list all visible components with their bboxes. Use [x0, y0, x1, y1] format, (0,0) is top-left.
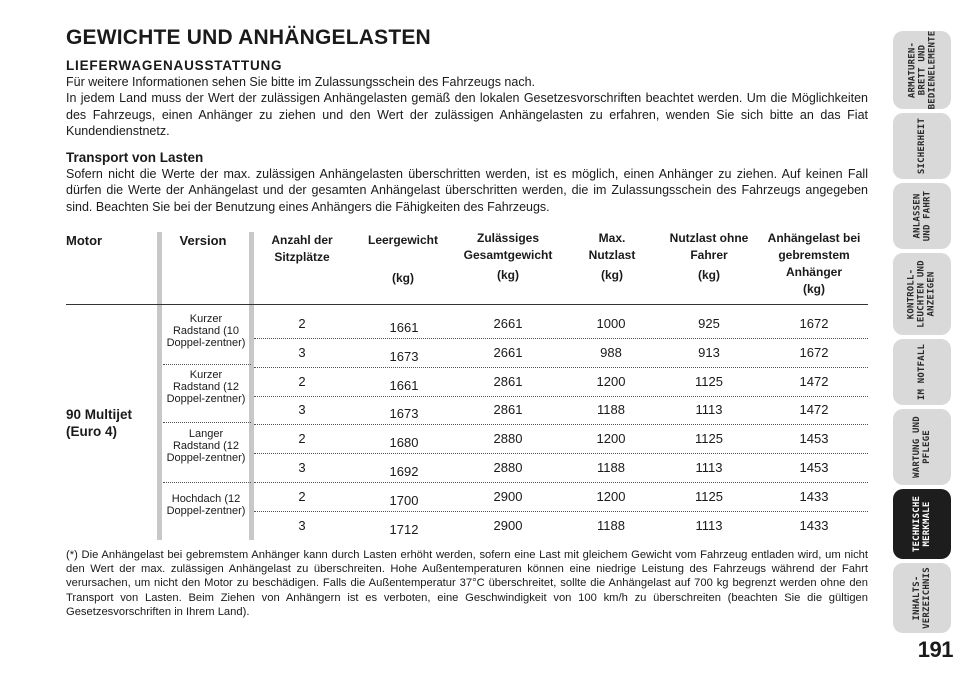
cell-gross: 2880 — [493, 460, 523, 475]
tab-label: SICHERHEIT — [917, 117, 927, 175]
section-title: LIEFERWAGENAUSSTATTUNG — [66, 58, 283, 73]
table-rule — [254, 511, 868, 512]
unit-label: (kg) — [497, 268, 519, 282]
intro-paragraph: In jedem Land muss der Wert der zulässigen Anhängelasten gemäß den lokalen Gesetzesvorschriften beachtet werden. Um die Möglichkeiten des Fahrzeugs, einen Anhänger zu ziehen und den Wert der zulässigen Anhängelasten zu erfahren, wenden Sie sich bitte an das Fiat Kundendienstnetz. — [66, 91, 868, 138]
table-header-rule — [66, 304, 868, 305]
cell-gross: 2900 — [493, 518, 523, 533]
cell-payload: 1113 — [695, 402, 723, 417]
cell-seats: 3 — [298, 402, 306, 417]
intro-paragraph: Für weitere Informationen sehen Sie bitte im Zulassungsschein des Fahrzeugs nach. — [66, 75, 535, 90]
tab-label: WARTUNG UND PFLEGE — [912, 416, 932, 478]
page-number: 191 — [917, 637, 953, 662]
table-rule — [163, 482, 251, 483]
cell-payload: 1113 — [695, 518, 723, 533]
version-cell: Kurzer Radstand (10 Doppel-zentner) — [166, 313, 246, 349]
tab-index[interactable] — [893, 563, 951, 633]
tab-label: ANLASSEN UND FAHRT — [911, 190, 932, 242]
table-rule — [254, 453, 868, 454]
cell-gross: 2861 — [493, 374, 523, 389]
cell-empty: 1661 — [389, 378, 419, 393]
cell-max_payload: 1188 — [597, 402, 625, 417]
cell-trailer: 1672 — [799, 345, 829, 360]
unit-label: (kg) — [601, 268, 623, 282]
transport-paragraph: Sofern nicht die Werte der max. zulässigen Anhängelasten überschritten werden, ist es möglich, einen Anhänger zu ziehen. Auf keinen Fall dürfen die Werte der Anhängelast und der gesamten Anhängelast überschritten werden, die im Zulassungsschein des Fahrzeugs angegeben sind. Beachten Sie bei der Benutzung eines Anhängers die Fähigkeiten des Fahrzeugs. — [66, 167, 868, 214]
unit-label: (kg) — [803, 282, 825, 296]
cell-trailer: 1672 — [799, 316, 829, 331]
cell-seats: 2 — [298, 316, 306, 331]
cell-max_payload: 988 — [600, 345, 622, 360]
table-divider — [157, 232, 162, 540]
tab-technical-data[interactable] — [893, 489, 951, 559]
header-payload-no-driver: Nutzlast ohne Fahrer (kg) — [662, 230, 756, 284]
cell-payload: 1125 — [695, 489, 723, 504]
cell-max_payload: 1200 — [596, 489, 626, 504]
tab-safety[interactable] — [893, 113, 951, 179]
cell-max_payload: 1188 — [597, 518, 625, 533]
cell-trailer: 1472 — [799, 374, 829, 389]
table-rule — [163, 422, 251, 423]
cell-empty: 1712 — [389, 522, 419, 537]
tab-controls[interactable] — [893, 31, 951, 109]
table-rule — [254, 424, 868, 425]
cell-gross: 2661 — [493, 345, 523, 360]
cell-seats: 2 — [298, 431, 306, 446]
tab-maintenance[interactable] — [893, 409, 951, 485]
tab-label: ARMATUREN- BRETT UND BEDIENELEMENTE — [907, 30, 938, 110]
cell-gross: 2861 — [493, 402, 523, 417]
cell-gross: 2900 — [493, 489, 523, 504]
cell-max_payload: 1000 — [596, 316, 626, 331]
version-cell: Kurzer Radstand (12 Doppel-zentner) — [166, 369, 246, 405]
cell-trailer: 1453 — [799, 460, 829, 475]
tab-emergency[interactable] — [893, 339, 951, 405]
header-gross-weight: Zulässiges Gesamtgewicht (kg) — [456, 230, 560, 284]
table-rule — [163, 364, 251, 365]
cell-seats: 3 — [298, 460, 306, 475]
cell-empty: 1700 — [389, 493, 419, 508]
cell-empty: 1673 — [389, 406, 419, 421]
unit-label: (kg) — [392, 271, 414, 285]
unit-label: (kg) — [698, 268, 720, 282]
cell-payload: 1125 — [695, 374, 723, 389]
header-braked-trailer: Anhängelast bei gebremstem Anhänger (kg) — [762, 230, 866, 298]
cell-empty: 1680 — [389, 435, 419, 450]
tab-label: IM NOTFALL — [917, 343, 927, 401]
cell-empty: 1692 — [389, 464, 419, 479]
cell-payload: 925 — [698, 316, 720, 331]
cell-max_payload: 1200 — [596, 431, 626, 446]
page-title: GEWICHTE UND ANHÄNGELASTEN — [66, 26, 431, 49]
version-cell: Hochdach (12 Doppel-zentner) — [166, 493, 246, 517]
cell-trailer: 1453 — [799, 431, 829, 446]
tab-starting[interactable] — [893, 183, 951, 249]
header-motor: Motor — [66, 233, 103, 248]
cell-gross: 2661 — [493, 316, 523, 331]
cell-empty: 1661 — [389, 320, 419, 335]
cell-seats: 2 — [298, 374, 306, 389]
cell-payload: 913 — [698, 345, 720, 360]
footnote: (*) Die Anhängelast bei gebremstem Anhänger kann durch Lasten erhöht werden, sofern eine Last mit gleichem Gewicht vom Fahrzeug entladen wird, um nicht den Wert der max. zulässigen Anhängelast zu überschreiten. Hohe Außentemperaturen können eine niedrige Leistung des Fahrzeugs während der Fahrt verursachen, um nicht den Motor zu beschädigen. Falls die Außentemperatur 37°C überschreitet, sollte die Anhängelast auf 700 kg begrenzt werden ohne den Transport von Lasten. Beim Ziehen von Anhängern ist es verboten, eine Geschwindigkeit von 100 km/h zu überschreiten (beachten Sie die gültigen Gesetzesvorschriften in Ihrem Land). — [66, 549, 868, 618]
cell-gross: 2880 — [493, 431, 523, 446]
cell-trailer: 1433 — [799, 489, 829, 504]
cell-payload: 1125 — [695, 431, 723, 446]
cell-payload: 1113 — [695, 460, 723, 475]
table-rule — [254, 367, 868, 368]
header-seats: Anzahl der Sitzplätze — [271, 233, 333, 264]
motor-cell: 90 Multijet (Euro 4) — [66, 407, 133, 439]
cell-seats: 3 — [298, 518, 306, 533]
header-empty-weight: Leergewicht (kg) — [356, 232, 450, 287]
tab-label: INHALTS- VERZEICHNIS — [912, 567, 932, 629]
header-version: Version — [179, 233, 227, 248]
table-rule — [254, 396, 868, 397]
tab-warning-lights[interactable] — [893, 253, 951, 335]
cell-empty: 1673 — [389, 349, 419, 364]
cell-seats: 3 — [298, 345, 306, 360]
table-rule — [254, 482, 868, 483]
cell-trailer: 1472 — [799, 402, 829, 417]
cell-trailer: 1433 — [799, 518, 829, 533]
cell-max_payload: 1188 — [597, 460, 625, 475]
tab-label: KONTROLL- LEUCHTEN UND ANZEIGEN — [907, 260, 938, 328]
version-cell: Langer Radstand (12 Doppel-zentner) — [166, 428, 246, 464]
cell-seats: 2 — [298, 489, 306, 504]
subsection-title: Transport von Lasten — [66, 150, 204, 165]
table-rule — [254, 338, 868, 339]
cell-max_payload: 1200 — [596, 374, 626, 389]
tab-label: TECHNISCHE MERKMALE — [912, 495, 932, 553]
header-max-payload: Max. Nutzlast (kg) — [574, 230, 650, 284]
intro-section — [66, 58, 868, 139]
transport-section — [66, 150, 868, 215]
